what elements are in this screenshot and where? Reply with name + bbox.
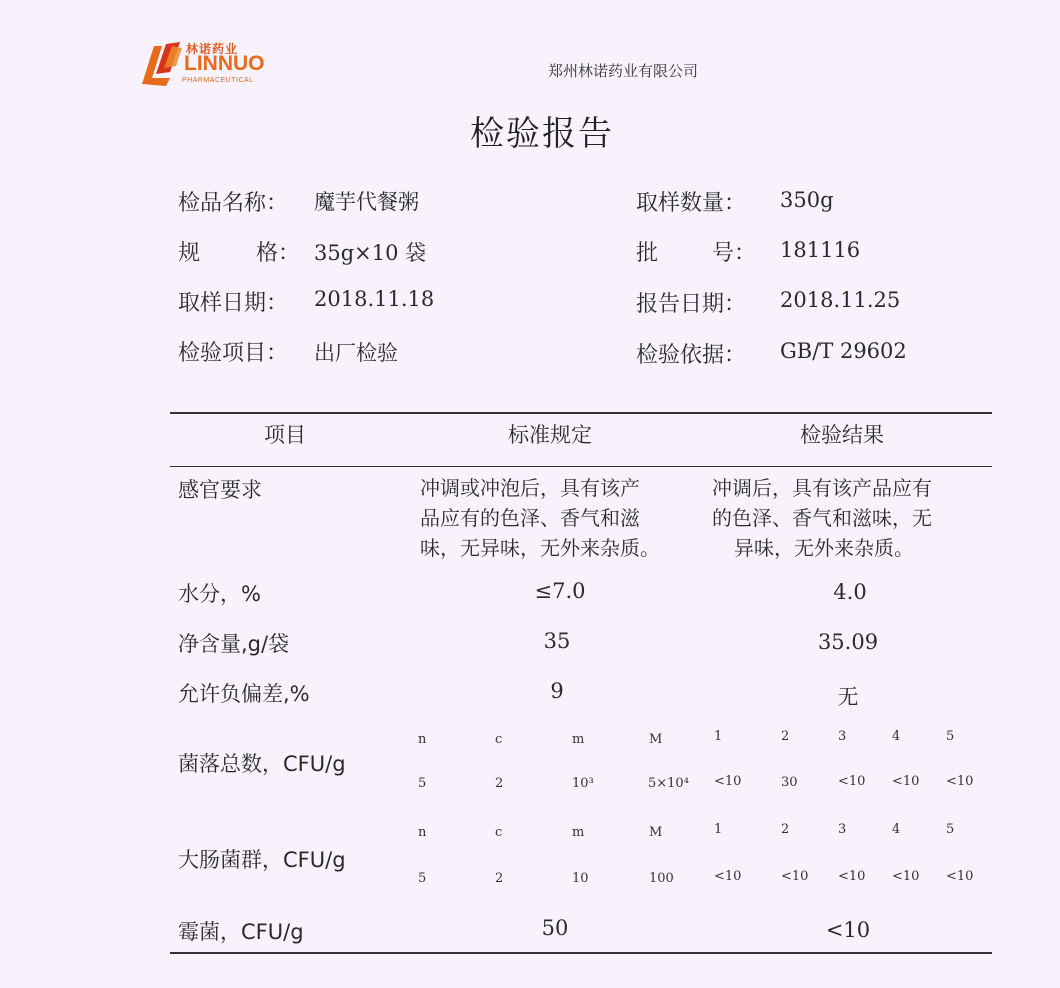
colony-res-val: <10 bbox=[714, 774, 742, 789]
mold-item: 霉菌，CFU/g bbox=[178, 920, 304, 944]
deviation-result: 无 bbox=[837, 685, 859, 709]
moisture-standard: ≤7.0 bbox=[534, 579, 586, 603]
net-item: 净含量,g/袋 bbox=[178, 632, 290, 656]
colony-res-head: 2 bbox=[781, 729, 790, 744]
colony-std-val: 2 bbox=[495, 776, 504, 791]
batch-label-a: 批 bbox=[636, 241, 659, 266]
logo-en-text: LINNUO bbox=[184, 52, 265, 75]
coliform-res-val: <10 bbox=[838, 869, 866, 884]
coliform-res-head: 4 bbox=[892, 822, 901, 837]
coliform-std-val: 5 bbox=[418, 871, 427, 886]
batch-label-b: 号： bbox=[712, 241, 757, 266]
spec-label-a: 规 bbox=[178, 241, 201, 266]
item-value: 出厂检验 bbox=[314, 341, 398, 365]
coliform-std-head: M bbox=[649, 825, 663, 840]
company-name: 郑州林诺药业有限公司 bbox=[548, 62, 699, 80]
qty-label: 取样数量： bbox=[636, 191, 747, 216]
colony-res-val: <10 bbox=[892, 774, 920, 789]
deviation-item: 允许负偏差,% bbox=[178, 682, 310, 706]
coliform-res-val: <10 bbox=[714, 869, 742, 884]
colony-res-head: 3 bbox=[838, 729, 847, 744]
moisture-item: 水分，% bbox=[178, 582, 261, 606]
sensory-result bbox=[712, 473, 992, 563]
sensory-result-line: 异味，无外来杂质。 bbox=[734, 536, 914, 560]
coliform-res-val: <10 bbox=[892, 869, 920, 884]
moisture-result: 4.0 bbox=[833, 580, 867, 604]
item-label: 检验项目： bbox=[178, 341, 289, 366]
colony-std-val: 10³ bbox=[572, 776, 594, 791]
coliform-res-head: 5 bbox=[946, 822, 955, 837]
colony-item: 菌落总数，CFU/g bbox=[178, 752, 346, 776]
logo-mark-icon bbox=[140, 38, 184, 88]
sensory-result-line: 冲调后，具有该产品应有 bbox=[712, 476, 932, 500]
colony-res-val: <10 bbox=[946, 774, 974, 789]
coliform-std-head: c bbox=[495, 825, 503, 840]
sensory-standard-line: 冲调或冲泡后，具有该产 bbox=[420, 476, 640, 500]
coliform-std-head: n bbox=[418, 825, 427, 840]
sensory-standard bbox=[420, 473, 710, 563]
qty-value: 350g bbox=[780, 188, 834, 212]
product-value: 魔芋代餐粥 bbox=[314, 190, 419, 214]
report-date-value: 2018.11.25 bbox=[780, 288, 901, 312]
sensory-item: 感官要求 bbox=[178, 478, 262, 502]
coliform-res-val: <10 bbox=[946, 869, 974, 884]
page-title: 检验报告 bbox=[470, 114, 614, 154]
sensory-standard-line: 品应有的色泽、香气和滋 bbox=[420, 506, 640, 530]
coliform-std-val: 100 bbox=[649, 871, 674, 886]
sample-date-value: 2018.11.18 bbox=[314, 287, 435, 311]
coliform-std-val: 2 bbox=[495, 871, 504, 886]
colony-std-head: n bbox=[418, 732, 427, 747]
coliform-res-head: 1 bbox=[714, 822, 723, 837]
colony-std-head: M bbox=[649, 732, 663, 747]
colony-res-val: 30 bbox=[781, 775, 798, 790]
batch-value: 181116 bbox=[780, 238, 861, 262]
spec-value: 35g×10 袋 bbox=[314, 241, 427, 265]
deviation-standard: 9 bbox=[550, 679, 564, 703]
report-date-label: 报告日期： bbox=[636, 292, 747, 317]
coliform-std-head: m bbox=[572, 825, 585, 840]
logo-sub-text: PHARMACEUTICAL bbox=[182, 77, 254, 84]
basis-label: 检验依据： bbox=[636, 343, 747, 368]
basis-value: GB/T 29602 bbox=[780, 339, 907, 363]
header-item: 项目 bbox=[264, 423, 306, 447]
colony-std-val: 5 bbox=[418, 776, 427, 791]
sensory-standard-line: 味，无异味，无外来杂质。 bbox=[420, 536, 660, 560]
company-logo bbox=[140, 36, 280, 92]
header-result: 检验结果 bbox=[800, 423, 884, 447]
header-standard: 标准规定 bbox=[508, 423, 592, 447]
colony-res-head: 4 bbox=[892, 729, 901, 744]
coliform-res-val: <10 bbox=[781, 869, 809, 884]
sample-date-label: 取样日期： bbox=[178, 291, 289, 316]
coliform-item: 大肠菌群，CFU/g bbox=[178, 848, 346, 872]
net-result: 35.09 bbox=[817, 630, 879, 654]
table-header-rule bbox=[170, 466, 992, 467]
logo-cn-text: 林诺药业 bbox=[186, 42, 239, 56]
net-standard: 35 bbox=[543, 629, 571, 653]
colony-std-val: 5×10⁴ bbox=[648, 776, 689, 791]
coliform-res-head: 2 bbox=[781, 822, 790, 837]
colony-res-head: 1 bbox=[714, 729, 723, 744]
colony-std-head: m bbox=[572, 732, 585, 747]
mold-standard: 50 bbox=[541, 916, 569, 940]
colony-res-val: <10 bbox=[838, 774, 866, 789]
colony-res-head: 5 bbox=[946, 729, 955, 744]
sensory-result-line: 的色泽、香气和滋味，无 bbox=[712, 506, 932, 530]
coliform-res-head: 3 bbox=[838, 822, 847, 837]
colony-std-head: c bbox=[495, 732, 503, 747]
coliform-std-val: 10 bbox=[572, 871, 589, 886]
table-bottom-rule bbox=[170, 952, 992, 954]
product-label: 检品名称： bbox=[178, 191, 289, 216]
mold-result: <10 bbox=[825, 918, 871, 942]
table-top-rule bbox=[170, 412, 992, 414]
spec-label-b: 格： bbox=[256, 241, 301, 266]
